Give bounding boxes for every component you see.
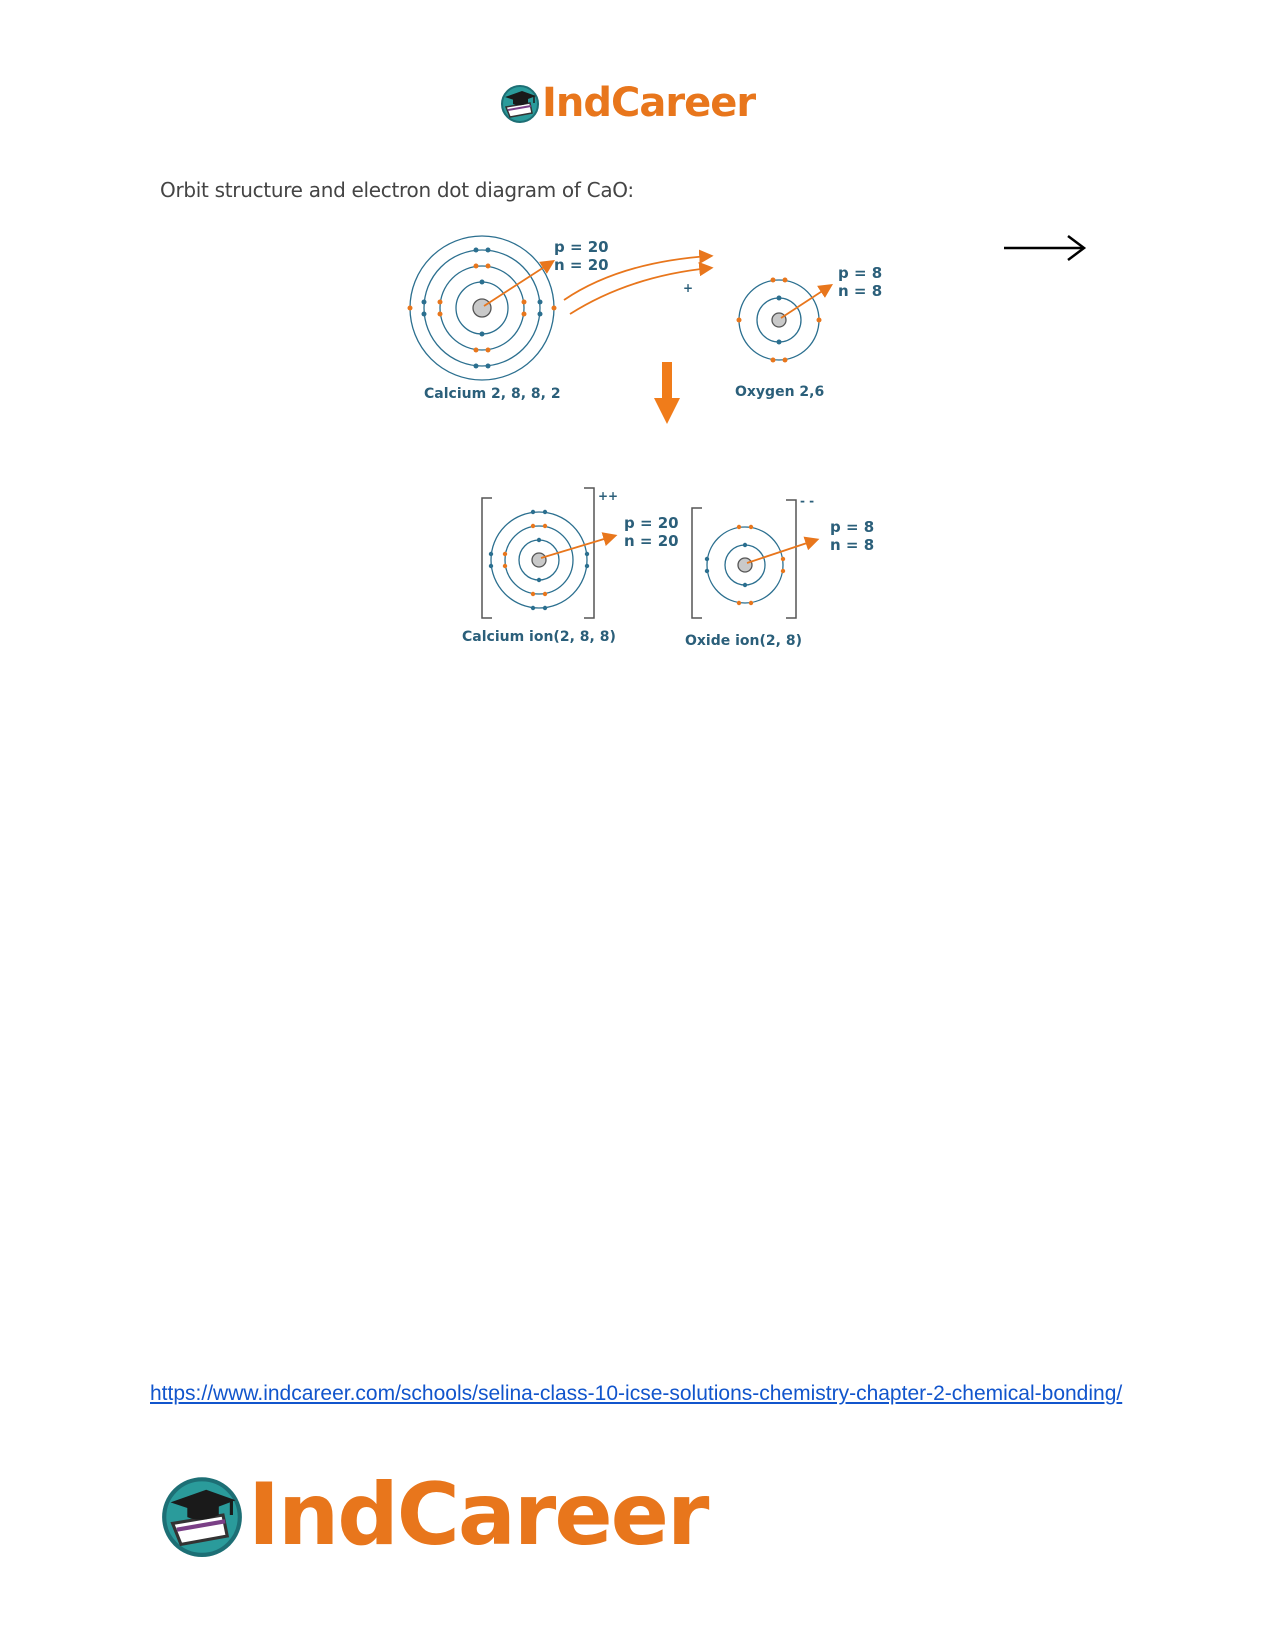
oxide-ion-label: Oxide ion(2, 8) [685,633,802,649]
calcium-ion [491,512,587,608]
logo-wordmark: IndCareer [248,1465,708,1565]
source-url-link[interactable]: https://www.indcareer.com/schools/selina-class-10-icse-solutions-chemistry-chapter-2-chemical-bonding/ [150,1382,1123,1405]
down-arrow-icon [654,362,680,424]
oxide-ion-neutrons: n = 8 [830,536,875,554]
oxygen-protons: p = 8 [838,264,883,282]
calcium-neutrons: n = 20 [554,256,609,274]
calcium-label: Calcium 2, 8, 8, 2 [424,386,561,402]
calcium-ion-charge: ++ [598,489,619,503]
calcium-atom [410,236,554,380]
footer-logo [160,1465,707,1565]
page-heading: Orbit structure and electron dot diagram of CaO: [160,178,634,202]
plus-sign: + [683,281,694,295]
calcium-ion-protons: p = 20 [624,514,679,532]
oxygen-atom [739,280,819,360]
oxygen-label: Oxygen 2,6 [735,384,825,400]
oxygen-neutrons: n = 8 [838,282,883,300]
right-arrow-icon [1004,236,1084,260]
logo-wordmark: IndCareer [542,80,756,126]
calcium-ion-label: Calcium ion(2, 8, 8) [462,629,616,645]
calcium-ion-neutrons: n = 20 [624,532,679,550]
oxide-ion [707,527,783,603]
oxide-ion-protons: p = 8 [830,518,875,536]
calcium-protons: p = 20 [554,238,609,256]
graduation-cap-book-icon [160,1473,244,1557]
cao-orbit-diagram [0,0,1275,700]
oxide-ion-charge: - - [800,494,815,508]
